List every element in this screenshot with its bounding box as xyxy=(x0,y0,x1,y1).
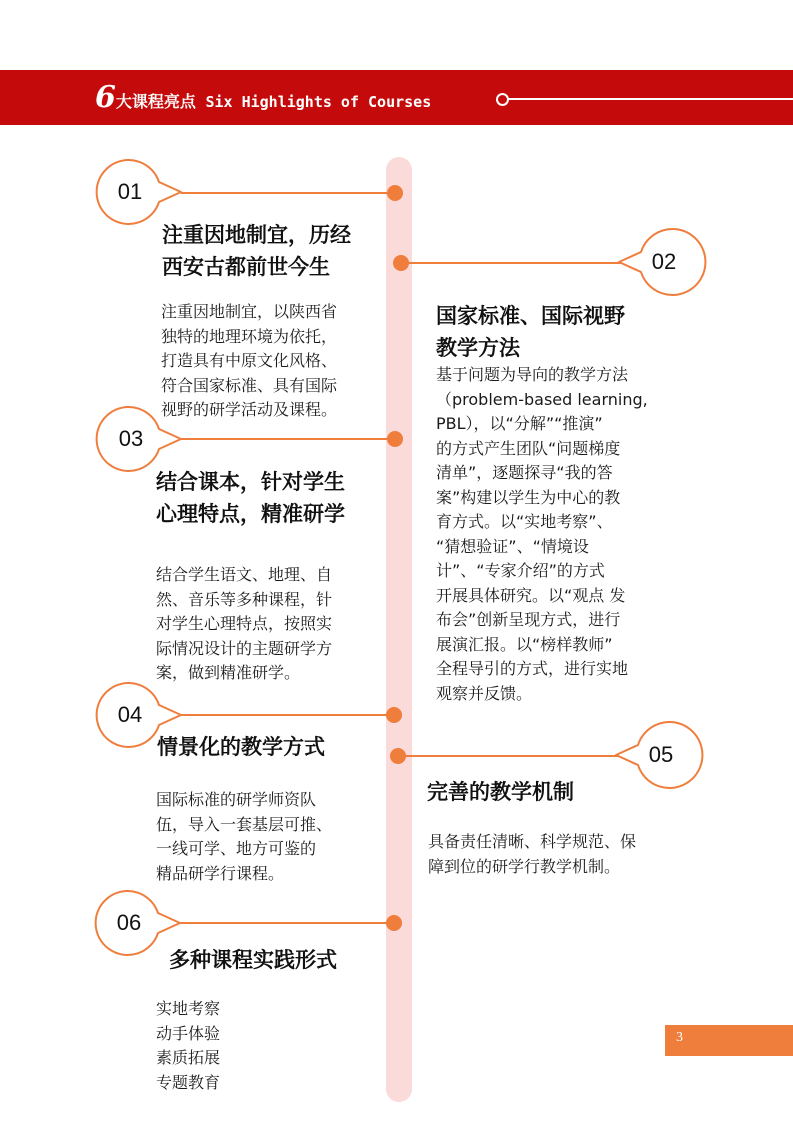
highlight-06-body: 实地考察 动手体验 素质拓展 专题教育 xyxy=(156,999,221,1092)
connector-03 xyxy=(181,438,395,440)
timeline-dot-02 xyxy=(393,255,409,271)
connector-01 xyxy=(181,192,395,194)
highlight-04-title: 情景化的教学方式 xyxy=(157,735,325,759)
highlight-02-body: 基于问题为导向的教学方法 （problem-based learning, PBL），以“分解”“推演” 的方式产生团队“问题梯度 清单”，逐题探寻“我的答 案”构建以学生为中心的教 育方式。以“实地考察”、 “猜想验证”、“情境设 计”、“专家介绍”的方式 开展具体研究。以“观点 发 布会”创新呈现方式，进行 展演汇报。以“榜样教师” 全程导引的方式，进行实地 观察并反馈。 xyxy=(436,365,648,703)
header-number: 6 xyxy=(95,80,116,115)
timeline-spine xyxy=(386,157,412,1102)
connector-04 xyxy=(181,714,395,716)
highlight-01-number: 01 xyxy=(117,179,143,204)
highlight-04-number: 04 xyxy=(117,702,143,727)
header-rule-dot xyxy=(496,93,509,106)
timeline-dot-03 xyxy=(387,431,403,447)
connector-05 xyxy=(404,755,618,757)
highlight-01-title: 注重因地制宜，历经 西安古都前世今生 xyxy=(162,223,351,279)
highlight-03-number: 03 xyxy=(118,426,144,451)
header-title-en: Six Highlights of Courses xyxy=(205,93,432,111)
page-number: 3 xyxy=(676,1030,683,1045)
connector-06 xyxy=(180,922,395,924)
timeline-dot-06 xyxy=(386,915,402,931)
highlight-05-body: 具备责任清晰、科学规范、保 障到位的研学行教学机制。 xyxy=(428,832,637,876)
highlight-03-body: 结合学生语文、地理、自 然、音乐等多种课程，针 对学生心理特点，按照实 际情况设计的主题研学方 案，做到精准研学。 xyxy=(156,565,333,682)
timeline-dot-05 xyxy=(390,748,406,764)
page-header-title xyxy=(95,80,431,122)
page-number-box xyxy=(665,1025,793,1056)
highlight-03-title: 结合课本，针对学生 心理特点，精准研学 xyxy=(156,470,345,526)
timeline-dot-01 xyxy=(387,185,403,201)
highlight-01-body: 注重因地制宜，以陕西省 独特的地理环境为依托， 打造具有中原文化风格、 符合国家标准、具有国际 视野的研学活动及课程。 xyxy=(161,302,338,419)
highlight-06-number: 06 xyxy=(116,910,142,935)
highlight-05-title: 完善的教学机制 xyxy=(427,780,574,804)
header-rule xyxy=(500,98,793,100)
highlight-04-body: 国际标准的研学师资队 伍，导入一套基层可推、 一线可学、地方可鉴的 精品研学行课程。 xyxy=(156,790,333,883)
highlight-02-number: 02 xyxy=(651,249,677,274)
highlight-05-number: 05 xyxy=(648,742,674,767)
highlight-02-title: 国家标准、国际视野 教学方法 xyxy=(436,304,625,360)
timeline-dot-04 xyxy=(386,707,402,723)
highlight-06-title: 多种课程实践形式 xyxy=(169,948,337,972)
header-title-cn: 大课程亮点 xyxy=(115,92,196,111)
connector-02 xyxy=(404,262,621,264)
